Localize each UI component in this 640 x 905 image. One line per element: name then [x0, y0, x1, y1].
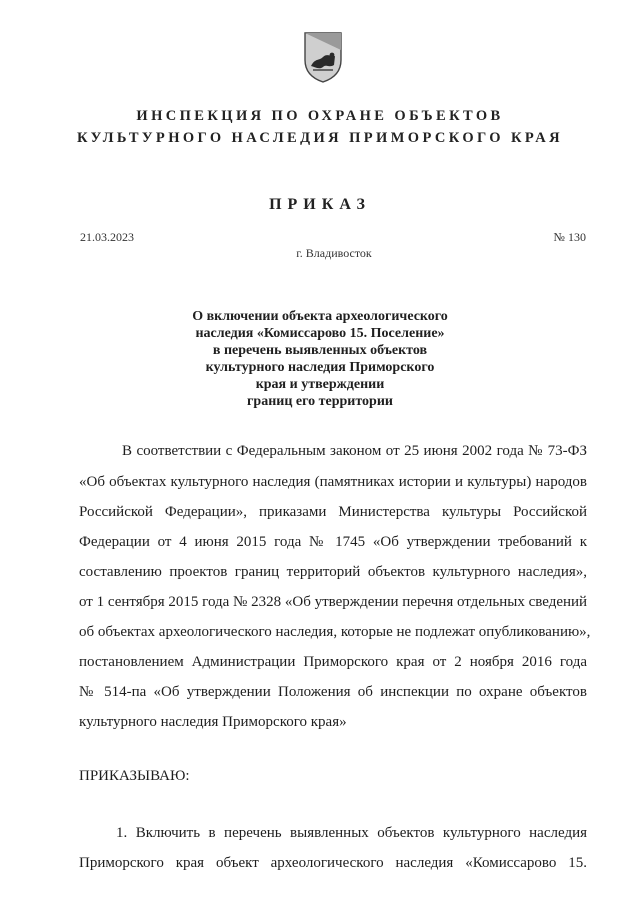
order-item-line: Приморского края объект археологического наследия «Комиссарово 15. [79, 855, 587, 871]
subject-line: О включении объекта археологического [192, 309, 448, 324]
preamble-line: составлению проектов границ территорий объектов культурного наследия», [79, 564, 587, 580]
organization-name-line-1: ИНСПЕКЦИЯ ПО ОХРАНЕ ОБЪЕКТОВ [136, 108, 504, 124]
document-city: г. Владивосток [296, 246, 372, 260]
subject-line: границ его территории [247, 394, 393, 409]
document-date: 21.03.2023 [80, 230, 134, 244]
preamble-line: об объектах археологического наследия, которые не подлежат опубликованию», [79, 624, 591, 640]
preamble-line: № 514-па «Об утверждении Положения об инспекции по охране объектов [79, 684, 587, 700]
organization-name-line-2: КУЛЬТУРНОГО НАСЛЕДИЯ ПРИМОРСКОГО КРАЯ [76, 130, 564, 146]
preamble-line: В соответствии с Федеральным законом от 25 июня 2002 года № 73-ФЗ [122, 443, 587, 459]
preamble-line: Федерации от 4 июня 2015 года № 1745 «Об утверждении требований к [79, 534, 587, 550]
subject-line: в перечень выявленных объектов [212, 343, 428, 358]
preamble-line: «Об объектах культурного наследия (памятниках истории и культуры) народов [79, 474, 587, 490]
order-item-line: 1. Включить в перечень выявленных объектов культурного наследия [116, 825, 587, 841]
order-word: ПРИКАЗЫВАЮ: [79, 768, 190, 784]
preamble-line: от 1 сентября 2015 года № 2328 «Об утверждении перечня отдельных сведений [79, 594, 588, 610]
preamble-line: постановлением Администрации Приморского края от 2 ноября 2016 года [79, 654, 587, 670]
coat-of-arms-emblem [302, 30, 344, 84]
subject-line: наследия «Комиссарово 15. Поселение» [195, 326, 445, 341]
document-type-title: ПРИКАЗ [269, 196, 371, 213]
document-number: № 130 [553, 230, 586, 244]
preamble-line: Российской Федерации», приказами Министерства культуры Российской [79, 504, 587, 520]
subject-line: культурного наследия Приморского [205, 360, 435, 375]
subject-line: края и утверждении [255, 377, 385, 392]
document-subject [150, 308, 490, 410]
preamble-line: культурного наследия Приморского края» [79, 714, 347, 730]
